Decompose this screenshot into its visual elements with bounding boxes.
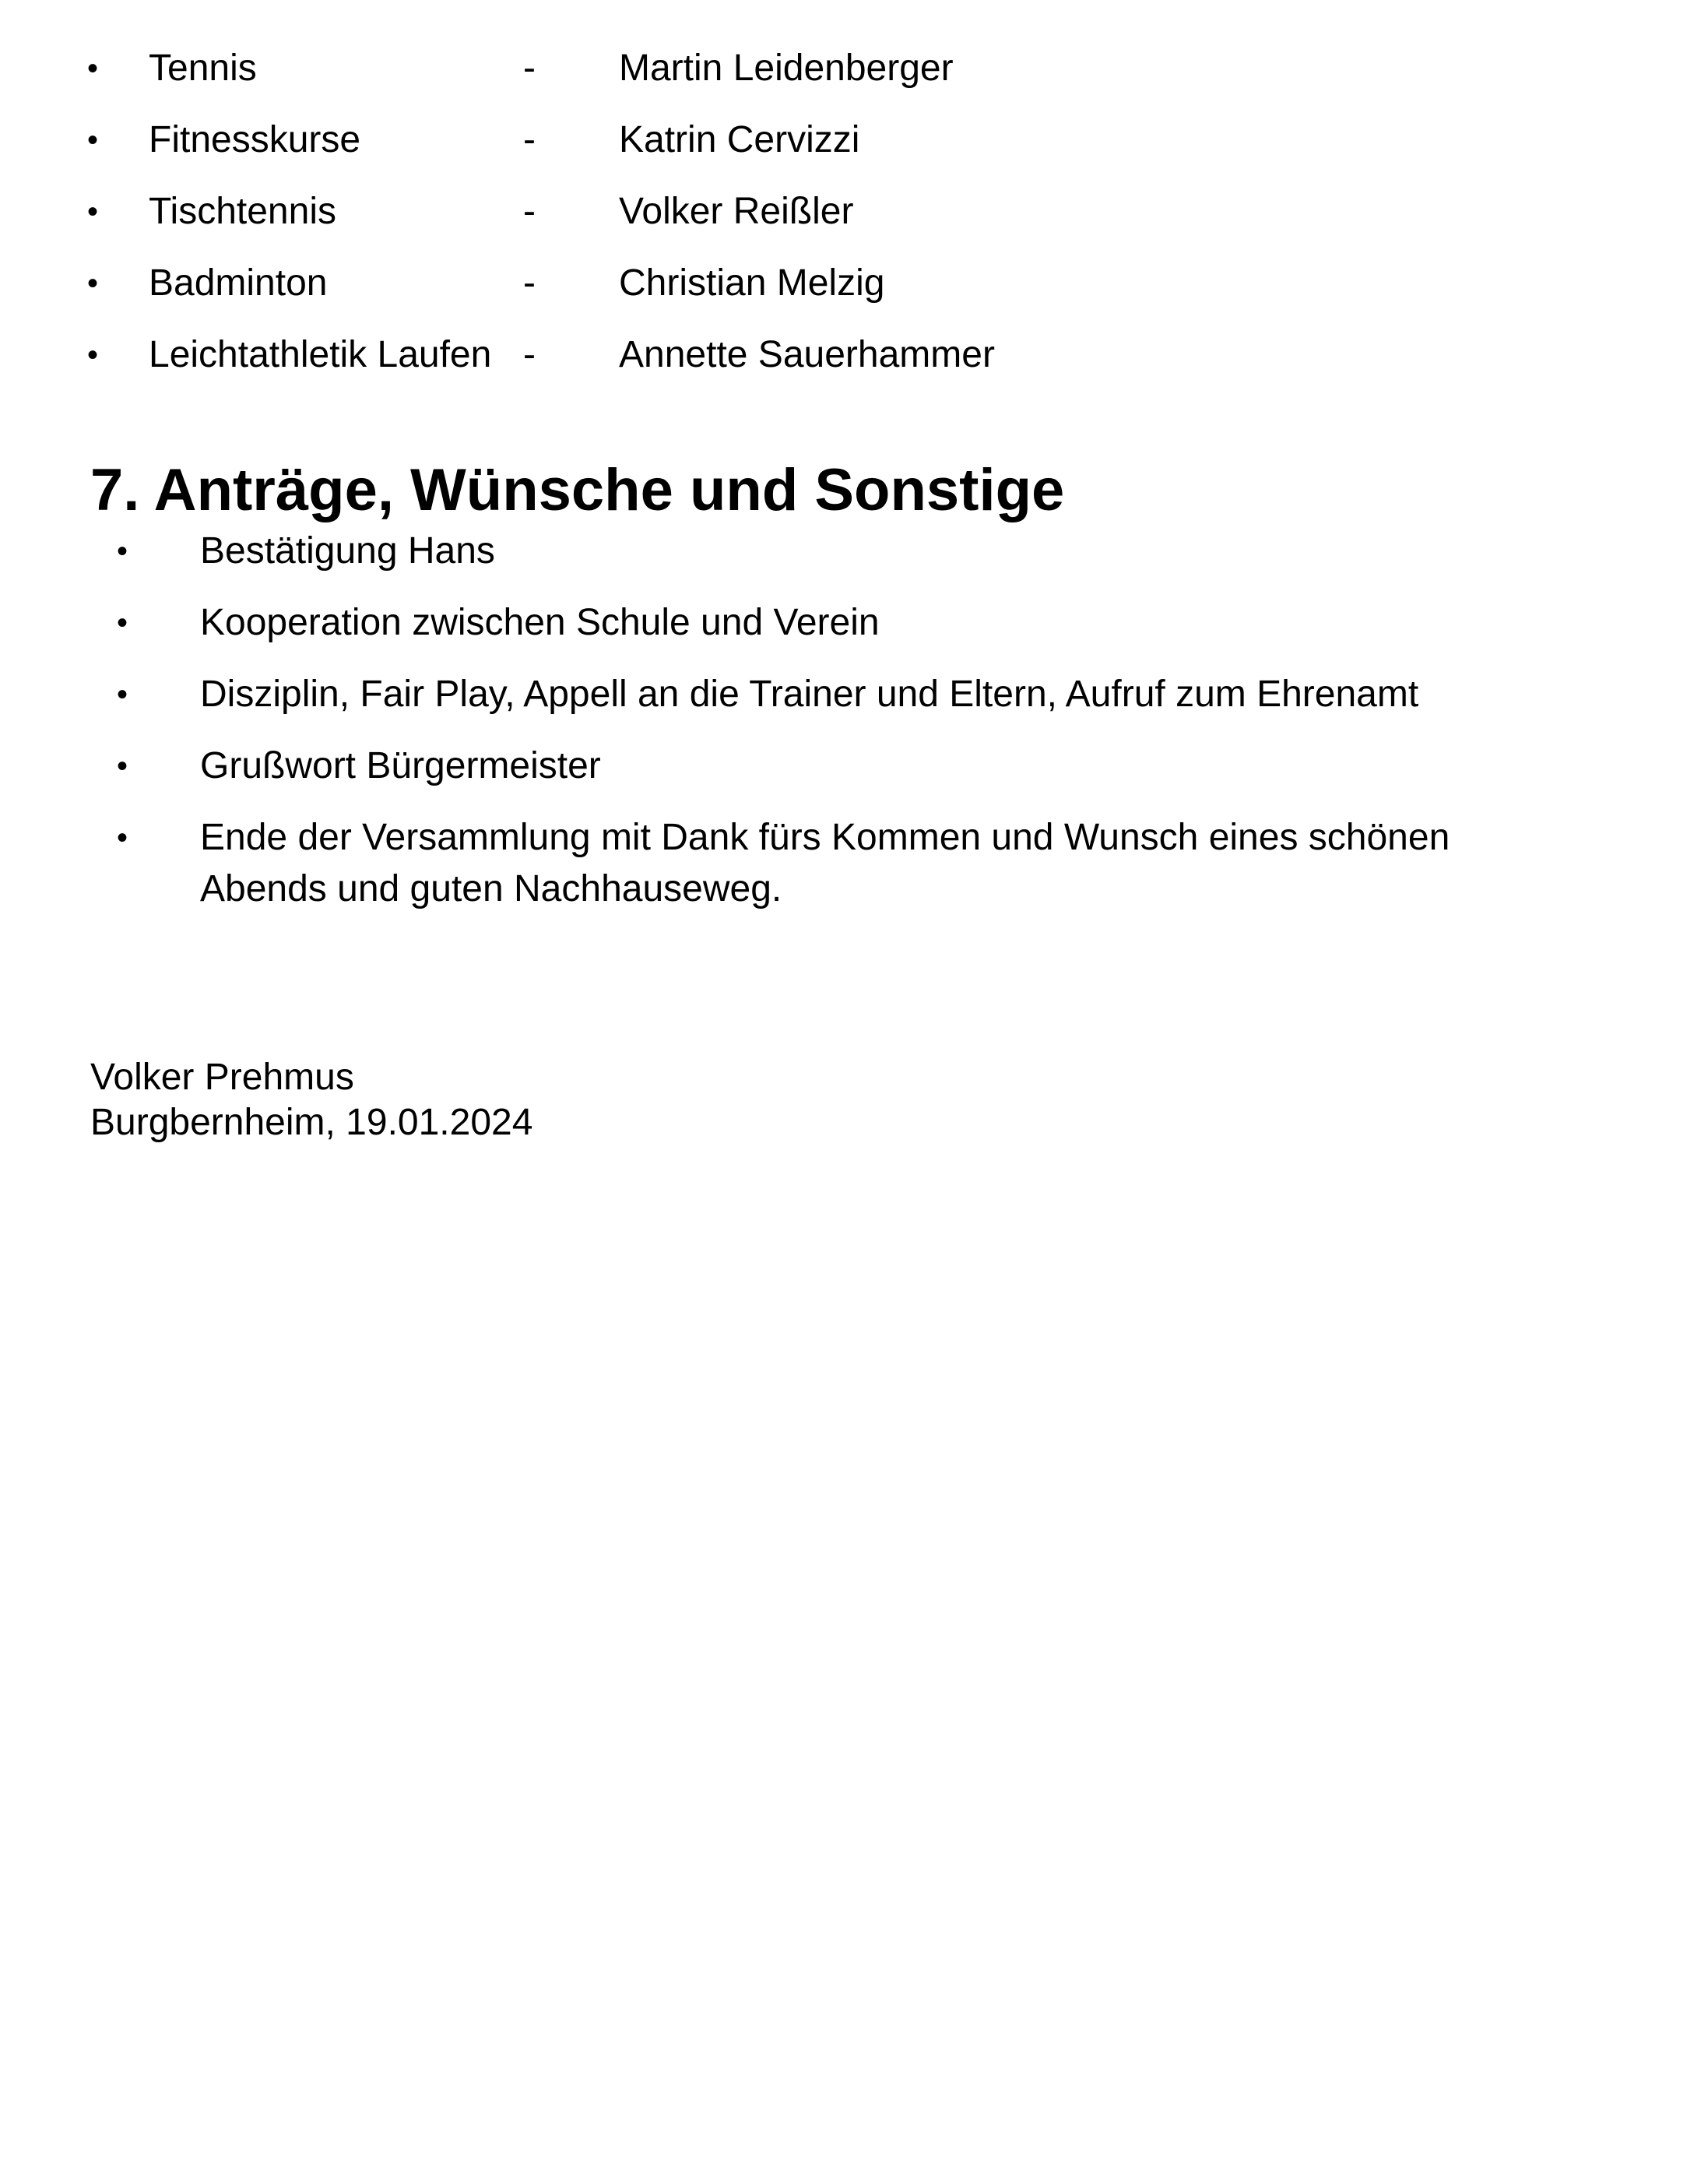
department-row xyxy=(0,327,1708,399)
bullet-icon: • xyxy=(87,266,99,301)
list-item-text: Bestätigung Hans xyxy=(200,530,495,572)
department-list xyxy=(0,40,1708,399)
department-person: Volker Reißler xyxy=(619,191,854,232)
bullet-icon: • xyxy=(117,534,128,568)
list-item-text: Grußwort Bürgermeister xyxy=(200,745,601,786)
department-row xyxy=(0,40,1708,112)
department-separator: - xyxy=(523,334,536,375)
signature-name: Volker Prehmus xyxy=(90,1057,354,1098)
bullet-icon: • xyxy=(87,195,99,229)
department-separator: - xyxy=(523,191,536,232)
department-sport: Tischtennis xyxy=(149,191,336,232)
bullet-icon: • xyxy=(117,677,128,712)
department-row xyxy=(0,184,1708,255)
department-separator: - xyxy=(523,47,536,89)
list-item xyxy=(0,669,1708,720)
signature-block xyxy=(90,1055,532,1145)
list-item xyxy=(0,526,1708,577)
department-person: Annette Sauerhammer xyxy=(619,334,995,375)
list-item xyxy=(0,741,1708,792)
department-separator: - xyxy=(523,262,536,304)
department-person: Katrin Cervizzi xyxy=(619,119,860,160)
department-row xyxy=(0,112,1708,184)
list-item xyxy=(0,597,1708,649)
department-row xyxy=(0,255,1708,327)
department-person: Christian Melzig xyxy=(619,262,885,304)
department-sport: Badminton xyxy=(149,262,328,304)
list-item-text: Ende der Versammlung mit Dank fürs Kommen und Wunsch eines schönen Abends und guten Nachhauseweg. xyxy=(200,817,1450,909)
list-item xyxy=(0,812,1708,915)
department-sport: Fitnesskurse xyxy=(149,119,361,160)
list-item-text: Kooperation zwischen Schule und Verein xyxy=(200,602,880,643)
bullet-icon: • xyxy=(87,123,99,157)
department-person: Martin Leidenberger xyxy=(619,47,954,89)
bullet-icon: • xyxy=(117,606,128,640)
bullet-icon: • xyxy=(117,749,128,783)
bullet-icon: • xyxy=(87,51,99,86)
signature-place-date: Burgbernheim, 19.01.2024 xyxy=(90,1102,533,1143)
agenda-list xyxy=(0,526,1708,935)
bullet-icon: • xyxy=(117,821,128,855)
department-sport: Leichtathletik Laufen xyxy=(149,334,492,375)
section-heading: 7. Anträge, Wünsche und Sonstige xyxy=(90,457,1065,523)
department-sport: Tennis xyxy=(149,47,257,89)
list-item-text: Disziplin, Fair Play, Appell an die Trainer und Eltern, Aufruf zum Ehrenamt xyxy=(200,674,1419,715)
bullet-icon: • xyxy=(87,338,99,372)
department-separator: - xyxy=(523,119,536,160)
